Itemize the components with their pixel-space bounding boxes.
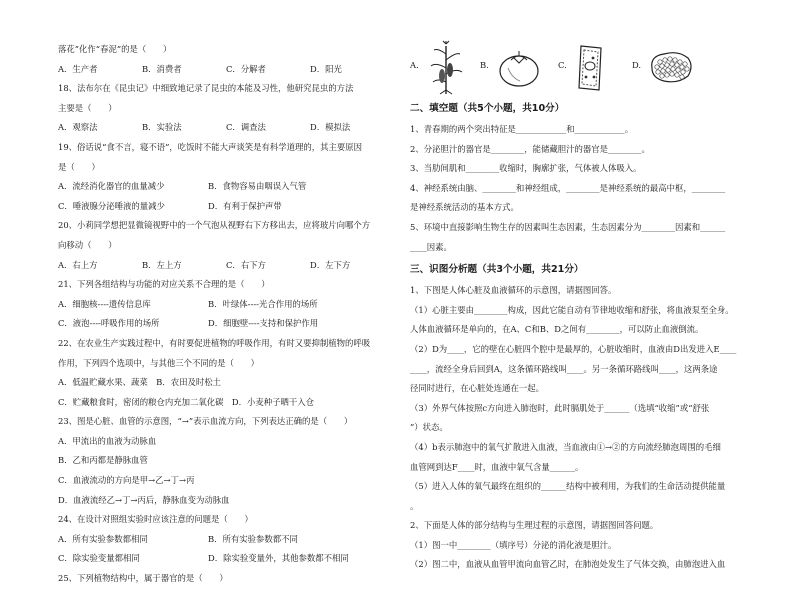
answer-option: C．调查法 — [226, 122, 266, 133]
fill-in-questions — [410, 120, 772, 257]
answer-option: A．所有实验参数都相同 — [58, 533, 148, 544]
answer-option: D．左下方 — [310, 259, 351, 270]
answer-option: C．除实验变量都相同 — [58, 553, 140, 564]
section-title-fill-in: 二、填空题（共5个小题，共10分） — [410, 103, 565, 114]
answer-option: B．所有实验参数都不同 — [208, 533, 298, 544]
figure-analysis-questions — [410, 281, 772, 575]
question-line: 25、下列植物结构中，属于器官的是（ ） — [58, 573, 228, 584]
question-line: （4）b表示肺泡中的氧气扩散进入血液，当血液由①→②的方向流经肺泡周围的毛细 — [410, 441, 721, 452]
question-line: 21、下列各组结构与功能的对应关系不合理的是（ ） — [58, 279, 270, 290]
question-line: 3、当肋间肌和________收缩时，胸廓扩张，气体被人体吸入。 — [410, 163, 642, 174]
option-images-row — [410, 40, 772, 96]
answer-option: B．消费者 — [142, 63, 182, 74]
question-line: 作用，下列四个选项中，与其他三个不同的是（ ） — [58, 357, 259, 368]
option-c-label: C. — [558, 60, 567, 70]
answer-options — [58, 549, 396, 569]
question-line: 2、下面是人体的部分结构与生理过程的示意图，请据图回答问题。 — [410, 520, 659, 531]
question-line: （1）图一中________（填序号）分泌的消化液是胆汁。 — [410, 539, 617, 550]
answer-options — [58, 530, 396, 550]
question-line: （5）进入人体的氧气最终在组织的______结构中被利用，为我们的生命活动提供能量 — [410, 481, 726, 492]
question-line: 是（ ） — [58, 161, 100, 172]
question-line: 2、分泌胆汁的器官是________，能储藏胆汁的器官是________。 — [410, 143, 650, 154]
answer-option: A．右上方 — [58, 259, 98, 270]
question-line: C．血液流动的方向是甲→乙→丁→丙 — [58, 475, 195, 486]
question-line: 。 — [410, 500, 419, 511]
answer-option: D．阳光 — [310, 63, 342, 74]
question-line: ”）状态。 — [410, 422, 448, 433]
answer-option: B．实验法 — [142, 122, 182, 133]
question-line: 1、青春期的两个突出特征是____________和____________。 — [410, 124, 634, 134]
question-line: 18、法布尔在《昆虫记》中细致地记录了昆虫的本能及习性，他研究昆虫的方法 — [58, 83, 354, 94]
answer-option: D．细胞壁----支持和保护作用 — [208, 318, 319, 329]
question-line: 是神经系统活动的基本方式。 — [410, 202, 519, 213]
question-line: C．贮藏粮食时，密闭的粮仓内充加二氧化碳 D．小麦种子晒干入仓 — [58, 396, 314, 407]
option-d-label: D. — [632, 60, 642, 70]
answer-option: A．流经消化器官的血量减少 — [58, 181, 165, 192]
tomato-drawing — [498, 48, 540, 88]
question-line: 19、俗话说“食不言，寝不语”，吃饭时不能大声谈笑是有科学道理的，其主要原因 — [58, 141, 362, 152]
question-line: 20、小莉同学想把显微镜视野中的一个气泡从视野右下方移出去，应将玻片向哪个方 — [58, 220, 371, 231]
answer-option: A．生产者 — [58, 63, 98, 74]
answer-option: D．模拟法 — [310, 122, 351, 133]
question-line: 人体血液循环是单向的，在A、C和B、D之间有________，可以防止血液倒流。 — [410, 324, 704, 335]
question-line: B．乙和丙都是静脉血管 — [58, 455, 148, 466]
question-line: 5、环境中直接影响生物生存的因素叫生态因素，生态因素分为________因素和______ — [410, 221, 726, 232]
question-line: 1、下图是人体心脏及血液循环的示意图，请据图回答。 — [410, 285, 617, 296]
answer-option: A．观察法 — [58, 122, 98, 133]
answer-option: C．唾液腺分泌唾液的量减少 — [58, 200, 165, 211]
answer-option: B．叶绿体----光合作用的场所 — [208, 298, 318, 309]
question-line: 24、在设计对照组实验时应该注意的问题是（ ） — [58, 514, 253, 525]
question-line: D．血液流经乙→丁→丙后，静脉血变为动脉血 — [58, 494, 230, 505]
left-column — [58, 40, 396, 589]
question-line: （2）图二中，血液从血管甲流向血管乙时，在肺泡处发生了气体交换，由肺泡进入血 — [410, 559, 726, 570]
answer-options — [58, 118, 396, 138]
answer-options — [58, 177, 396, 197]
option-b-label: B. — [480, 60, 489, 70]
answer-option: C．右下方 — [226, 259, 266, 270]
question-line: 向移动（ ） — [58, 239, 117, 250]
plant-cell-drawing — [575, 44, 605, 92]
answer-option: D．除实验变量外，其他参数都不相同 — [208, 553, 349, 564]
answer-options — [58, 256, 396, 276]
question-line: 4、神经系统由脑、________和神经组成，________是神经系统的最高中枢，________ — [410, 182, 726, 193]
question-line: 径同时进行，在心脏处连通在一起。 — [410, 383, 544, 394]
question-line: A．低温贮藏水果、蔬菜 B．农田及时松土 — [58, 377, 221, 388]
answer-option: C．液泡----呼吸作用的场所 — [58, 318, 160, 329]
question-line: 血管网到达F____时，血液中氧气含量______。 — [410, 461, 584, 472]
right-column — [410, 40, 772, 575]
answer-option: B．左上方 — [142, 259, 182, 270]
answer-options — [58, 314, 396, 334]
answer-options — [58, 295, 396, 315]
corn-plant-drawing — [428, 40, 464, 96]
question-line: （3）外界气体按照c方向进入肺泡时，此时膈肌处于______（选填“收缩”或“舒张 — [410, 402, 710, 413]
answer-option: C．分解者 — [226, 63, 266, 74]
question-line: ____因素。 — [410, 241, 452, 252]
question-line: A．甲流出的血液为动脉血 — [58, 435, 157, 446]
option-a-label: A. — [410, 60, 419, 70]
question-line: 主要是（ ） — [58, 102, 117, 113]
question-line: 落花”化作“春泥”的是（ ） — [58, 44, 172, 54]
section-title-figure-analysis: 三、识图分析题（共3个小题，共21分） — [410, 264, 584, 276]
tissue-cluster-drawing — [648, 50, 694, 84]
answer-option: A．细胞核----遗传信息库 — [58, 298, 151, 309]
question-line: （2）D为____，它的壁在心脏四个腔中是最厚的，心脏收缩时，血液由D出发进入E____ — [410, 343, 737, 354]
question-line: 22、在农业生产实践过程中，有时要促进植物的呼吸作用，有时又要抑制植物的呼吸 — [58, 337, 371, 348]
answer-options — [58, 60, 396, 80]
question-line: ____，流经全身后回到A，这条循环路线叫____。另一条循环路线叫____，这两条途 — [410, 363, 718, 374]
question-line: 23、图是心脏、血管的示意图，“→”表示血流方向，下列表达正确的是（ ） — [58, 416, 353, 427]
answer-option: D．有利于保护声带 — [208, 200, 282, 211]
answer-option: B．食物容易由咽误入气管 — [208, 181, 307, 192]
answer-options — [58, 197, 396, 217]
question-line: （1）心脏主要由________构成，因此它能自动有节律地收缩和舒张，将血液泵至全身。 — [410, 304, 734, 315]
